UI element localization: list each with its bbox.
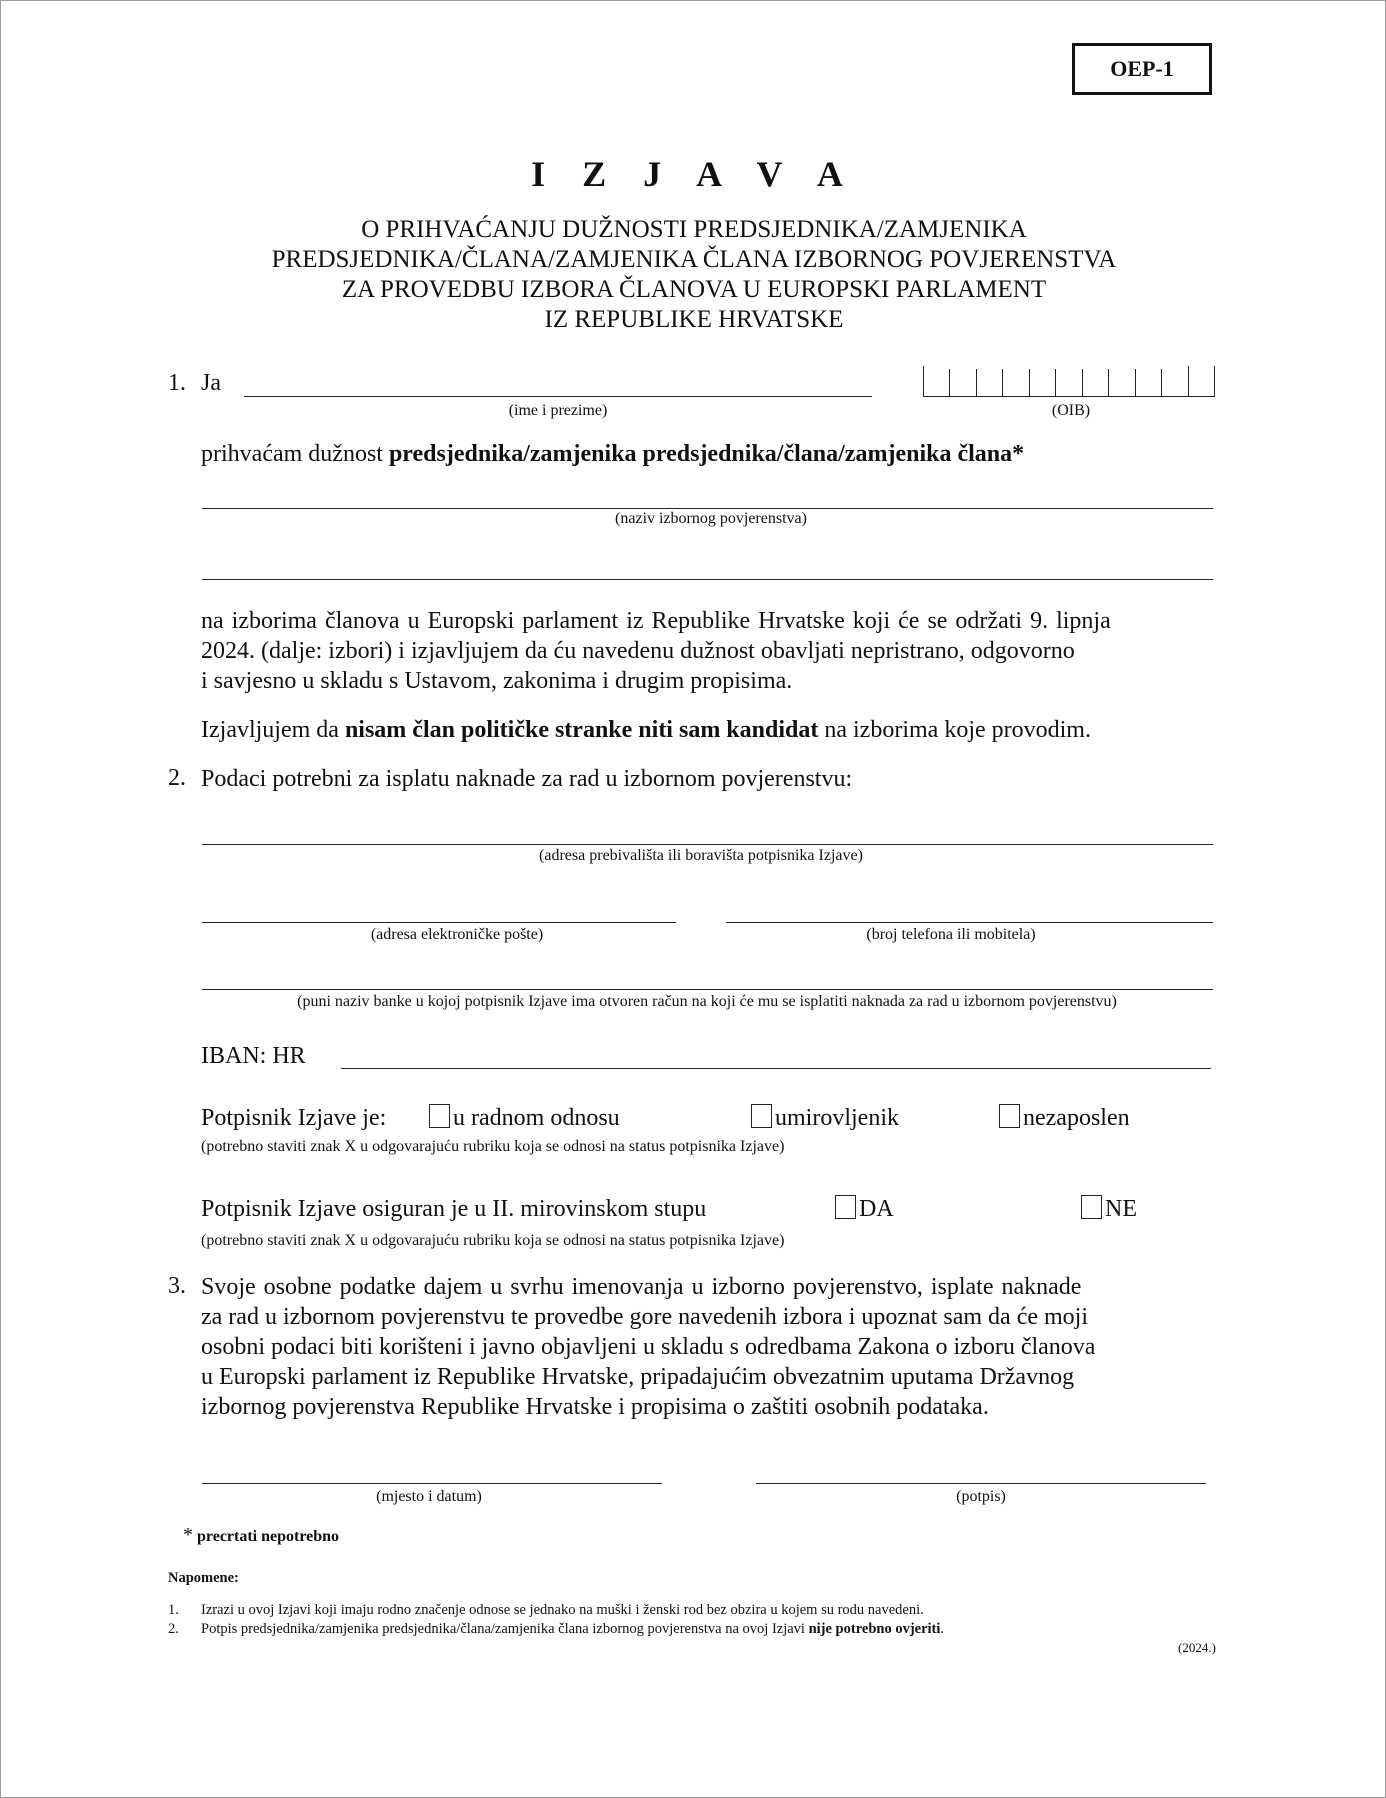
note-2-suffix: . <box>940 1621 945 1637</box>
note-2 <box>201 1621 944 1638</box>
signature-field[interactable] <box>756 1483 1206 1484</box>
subtitle-line: O PRIHVAĆANJU DUŽNOSTI PREDSJEDNIKA/ZAMJENIKA <box>361 216 1027 243</box>
pension-label: Potpisnik Izjave osiguran je u II. mirovinskom stupu <box>201 1196 707 1222</box>
para1-line: i savjesno u skladu s Ustavom, zakonima i drugim propisima. <box>201 668 793 694</box>
address-field[interactable] <box>202 844 1213 845</box>
note-2-prefix: Potpis predsjednika/zamjenika predsjednika/člana/zamjenika člana izbornog povjerenstva na ovoj Izjavi <box>201 1621 805 1637</box>
decl-bold: nisam član političke stranke niti sam kandidat <box>344 717 819 743</box>
subtitle-line: ZA PROVEDBU IZBORA ČLANOVA U EUROPSKI PARLAMENT <box>341 276 1047 303</box>
pension-option-label: NE <box>1105 1196 1137 1222</box>
year-label: (2024.) <box>1178 1640 1216 1655</box>
decl-suffix: na izborima koje provodim. <box>824 717 1091 743</box>
checkbox-retired[interactable] <box>751 1104 772 1128</box>
commission-name-field[interactable] <box>202 508 1213 509</box>
section-3-line: izbornog povjerenstva Republike Hrvatske i propisima o zaštiti osobnih podataka. <box>201 1394 989 1420</box>
note-number: 2. <box>168 1621 179 1637</box>
pension-option-label: DA <box>859 1196 894 1222</box>
section-2-number: 2. <box>168 765 186 791</box>
footnote-star: * <box>183 1524 193 1546</box>
iban-label: IBAN: HR <box>201 1043 306 1069</box>
checkbox-no[interactable] <box>1081 1195 1102 1219</box>
accept-bold: predsjednika/zamjenika predsjednika/člana/zamjenika člana* <box>388 441 1025 467</box>
declaration-text <box>201 715 1091 745</box>
footnote-text: precrtati nepotrebno <box>197 1528 340 1545</box>
para1-line: 2024. (dalje: izbori) i izjavljujem da ću navedenu dužnost obavljati nepristrano, odgovorno <box>201 638 1075 664</box>
checkbox-yes[interactable] <box>835 1195 856 1219</box>
checkbox-employed[interactable] <box>429 1104 450 1128</box>
para1-line: na izborima članova u Europski parlament iz Republike Hrvatske koji će se održati 9. lipnja <box>201 608 1111 634</box>
section-3-line: Svoje osobne podatke dajem u svrhu imenovanja u izborno povjerenstvo, isplate naknade <box>201 1274 1082 1300</box>
section-3-number: 3. <box>168 1273 186 1299</box>
form-code-box <box>1072 43 1212 95</box>
bank-caption: (puni naziv banke u kojoj potpisnik Izjave ima otvoren račun na koji će mu se isplatiti naknada za rad u izbornom povjerenstvu) <box>297 993 1117 1010</box>
notes-heading: Napomene: <box>168 1570 239 1586</box>
section-3-line: u Europski parlament iz Republike Hrvatske, pripadajućim obvezatnim uputama Državnog <box>201 1364 1075 1390</box>
name-caption: (ime i prezime) <box>508 402 608 419</box>
place-date-field[interactable] <box>202 1483 662 1484</box>
document-title: I Z J A V A <box>531 154 857 194</box>
status-option-label: umirovljenik <box>775 1105 899 1131</box>
commission-name-field-2[interactable] <box>202 579 1213 580</box>
subtitle-line: PREDSJEDNIKA/ČLANA/ZAMJENIKA ČLANA IZBORNOG POVJERENSTVA <box>271 246 1117 273</box>
iban-field[interactable] <box>341 1068 1211 1069</box>
note-2-bold: nije potrebno ovjeriti <box>808 1621 941 1637</box>
section-1-number: 1. <box>168 370 186 396</box>
bank-field[interactable] <box>202 989 1213 990</box>
subtitle-line: IZ REPUBLIKE HRVATSKE <box>544 306 844 333</box>
commission-caption: (naziv izbornog povjerenstva) <box>615 510 807 527</box>
accept-duty-text <box>201 439 1024 469</box>
section-3-line: za rad u izbornom povjerenstvu te provedbe gore navedenih izbora i upoznat sam da će moji <box>201 1304 1089 1330</box>
pension-note: (potrebno staviti znak X u odgovarajuću rubriku koja se odnosi na status potpisnika Izjave) <box>201 1232 785 1249</box>
phone-field[interactable] <box>726 922 1213 923</box>
status-label: Potpisnik Izjave je: <box>201 1105 387 1131</box>
checkbox-unemployed[interactable] <box>999 1104 1020 1128</box>
decl-prefix: Izjavljujem da <box>201 717 339 743</box>
place-date-caption: (mjesto i datum) <box>376 1488 482 1505</box>
phone-caption: (broj telefona ili mobitela) <box>866 926 1036 943</box>
status-option-unemployed[interactable] <box>999 1103 1130 1133</box>
status-note: (potrebno staviti znak X u odgovarajuću rubriku koja se odnosi na status potpisnika Izjave) <box>201 1138 785 1155</box>
name-field[interactable] <box>244 396 872 397</box>
ja-label: Ja <box>201 370 221 396</box>
oib-field[interactable] <box>923 369 1215 397</box>
section-2-heading: Podaci potrebni za isplatu naknade za rad u izbornom povjerenstvu: <box>201 766 853 792</box>
document-subtitle <box>1 215 1386 335</box>
address-caption: (adresa prebivališta ili boravišta potpisnika Izjave) <box>539 847 863 864</box>
signature-caption: (potpis) <box>956 1488 1006 1505</box>
note-number: 1. <box>168 1602 179 1618</box>
pension-option-yes[interactable] <box>835 1194 894 1224</box>
form-code: OEP-1 <box>1110 56 1174 81</box>
section-3-line: osobni podaci biti korišteni i javno objavljeni u skladu s odredbama Zakona o izboru članova <box>201 1334 1096 1360</box>
status-option-label: u radnom odnosu <box>453 1105 620 1131</box>
status-option-label: nezaposlen <box>1023 1105 1130 1131</box>
footnote <box>183 1524 339 1547</box>
status-option-employed[interactable] <box>429 1103 620 1133</box>
note-1: Izrazi u ovoj Izjavi koji imaju rodno značenje odnose se jednako na muški i ženski rod bez obzira u kojem su rodu navedeni. <box>201 1602 924 1618</box>
email-field[interactable] <box>202 922 676 923</box>
pension-option-no[interactable] <box>1081 1194 1137 1224</box>
oib-caption: (OIB) <box>1051 402 1091 419</box>
email-caption: (adresa elektroničke pošte) <box>370 926 544 943</box>
status-option-retired[interactable] <box>751 1103 899 1133</box>
accept-prefix: prihvaćam dužnost <box>201 441 383 467</box>
